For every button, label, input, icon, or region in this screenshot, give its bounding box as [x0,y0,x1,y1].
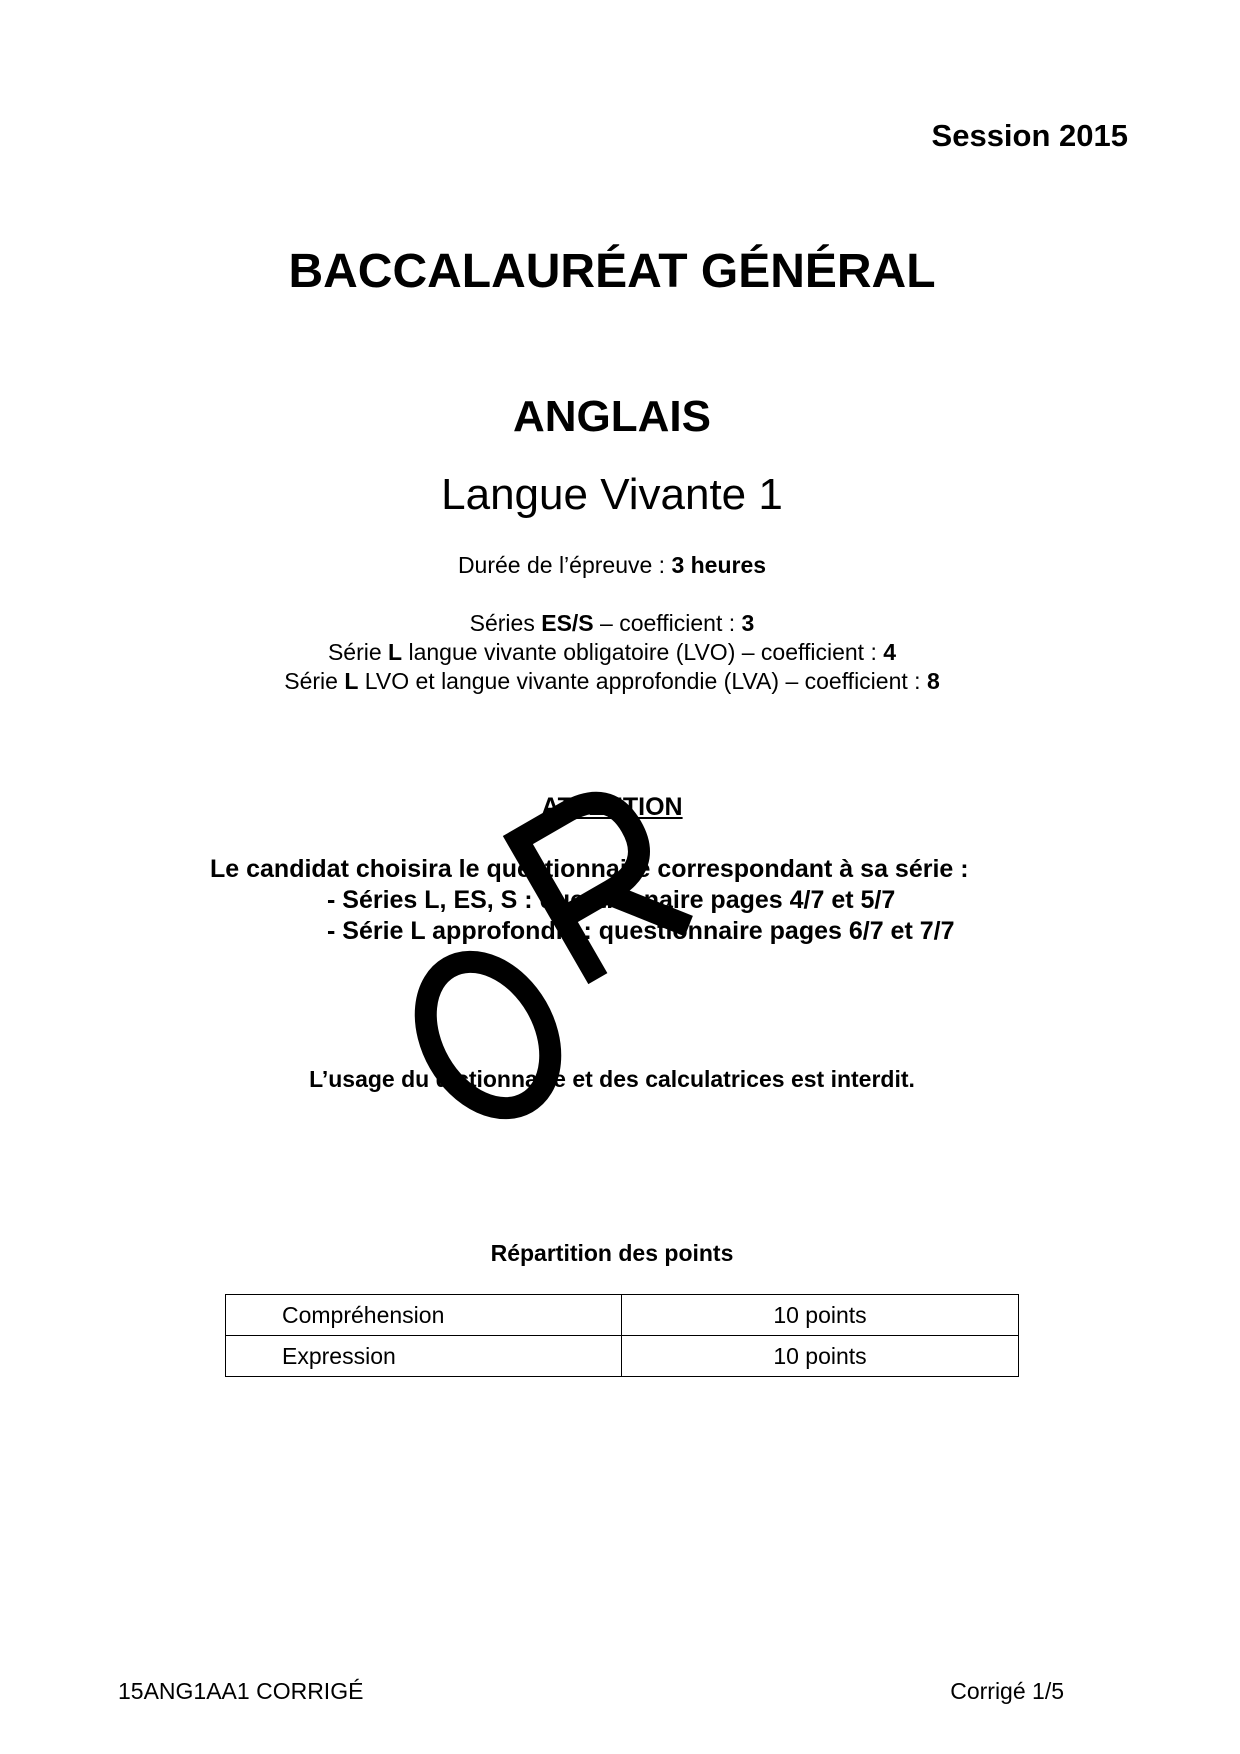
serie1-coef: 3 [741,610,755,636]
attention-intro: Le candidat choisira le questionnaire correspondant à sa série : [210,855,969,883]
document-title: BACCALAURÉAT GÉNÉRAL [288,245,936,298]
attention-option-1: - Séries L, ES, S : questionnaire pages 4/7 et 5/7 [327,886,896,914]
serie-line-1 [0,610,1232,637]
serie1-series: ES/S [541,610,594,636]
attention-heading: ATTENTION [541,793,683,821]
usage-notice: L’usage du dictionnaire et des calculatrices est interdit. [309,1066,915,1092]
footer-page-number: Corrigé 1/5 [950,1678,1064,1704]
serie1-prefix: Séries [469,610,542,636]
table-row [226,1295,1019,1336]
serie3-text: LVO et langue vivante approfondie (LVA) – coefficient : [358,668,927,694]
serie1-text: – coefficient : [593,610,742,636]
serie2-prefix: Série [327,639,389,665]
row-value: 10 points [622,1336,1019,1377]
serie-line-2 [0,639,1232,666]
row-label: Compréhension [226,1295,622,1336]
footer-code: 15ANG1AA1 CORRIGÉ [118,1678,364,1704]
serie2-coef: 4 [883,639,897,665]
serie3-series: L [344,668,359,694]
serie2-series: L [388,639,403,665]
repartition-heading: Répartition des points [490,1240,734,1266]
serie3-coef: 8 [926,668,940,694]
row-value: 10 points [622,1295,1019,1336]
subject-title: ANGLAIS [513,392,711,441]
langue-title: Langue Vivante 1 [441,470,783,519]
serie3-prefix: Série [284,668,345,694]
serie2-text: langue vivante obligatoire (LVO) – coefficient : [402,639,884,665]
points-table [225,1294,1019,1377]
row-label: Expression [226,1336,622,1377]
table-row [226,1336,1019,1377]
duree-label: Durée de l’épreuve : [457,552,672,578]
session-label: Session 2015 [931,118,1128,153]
attention-option-2: - Série L approfondie : questionnaire pages 6/7 et 7/7 [327,917,955,945]
duree-line [0,552,1232,579]
serie-line-3 [0,668,1232,695]
duree-value: 3 heures [671,552,767,578]
